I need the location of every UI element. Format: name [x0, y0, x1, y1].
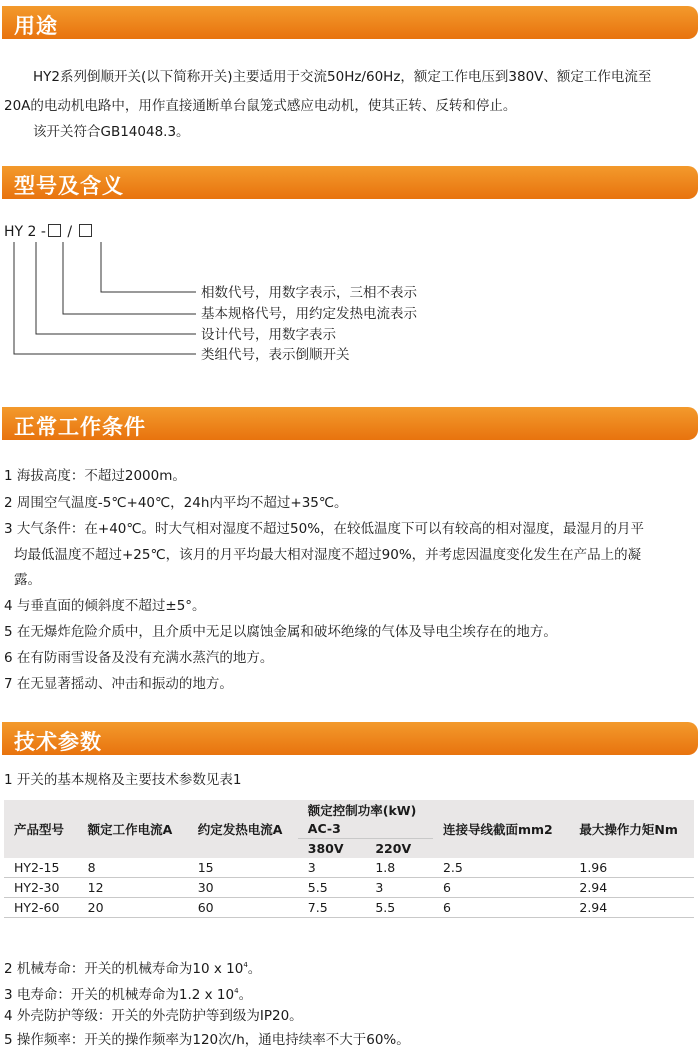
cell: 3: [298, 858, 366, 878]
section-title: 正常工作条件: [14, 415, 146, 439]
cell: 6: [433, 878, 569, 898]
cell: 5.5: [365, 898, 433, 918]
model-code-prefix: HY 2 -: [4, 224, 46, 240]
condition-2: 2 周围空气温度-5℃+40℃，24h内平均不超过+35℃。: [4, 495, 348, 511]
col-wire: 连接导线截面mm2: [433, 800, 569, 858]
item-end: 。: [238, 987, 253, 1003]
model-desc-design: 设计代号，用数字表示: [201, 327, 336, 343]
cell: 12: [78, 878, 188, 898]
usage-line-2: 20A的电动机电路中，用作直接通断单台鼠笼式感应电动机，使其正转、反转和停止。: [4, 98, 517, 114]
cell: HY2-60: [4, 898, 78, 918]
table-row: [4, 858, 694, 878]
condition-4: 4 与垂直面的倾斜度不超过±5°。: [4, 598, 206, 614]
cell: 6: [433, 898, 569, 918]
model-desc-spec: 基本规格代号，用约定发热电流表示: [201, 306, 417, 322]
exponent: 4: [243, 961, 248, 969]
cell: 7.5: [298, 898, 366, 918]
tech-item-3: [4, 981, 252, 1005]
section-header-tech: [2, 722, 698, 755]
cell: 1.96: [569, 858, 694, 878]
col-heat: 约定发热电流A: [188, 800, 298, 858]
cell: 5.5: [298, 878, 366, 898]
tech-intro: 1 开关的基本规格及主要技术参数见表1: [4, 772, 242, 788]
condition-7: 7 在无显著摇动、冲击和振动的地方。: [4, 676, 233, 692]
condition-6: 6 在有防雨雪设备及没有充满水蒸汽的地方。: [4, 650, 274, 666]
usage-line-3: 该开关符合GB14048.3。: [33, 124, 190, 140]
model-desc-class: 类组代号，表示倒顺开关: [201, 347, 350, 363]
condition-3-cont: 均最低温度不超过+25℃，该月的月平均最大相对湿度不超过90%，并考虑因温度变化发生在产品上的凝: [14, 547, 642, 563]
cell: HY2-30: [4, 878, 78, 898]
cell: 8: [78, 858, 188, 878]
table-row: [4, 898, 694, 918]
col-model: 产品型号: [4, 800, 78, 858]
cell: 2.94: [569, 898, 694, 918]
section-title: 技术参数: [14, 730, 102, 754]
usage-line-1: HY2系列倒顺开关(以下简称开关)主要适用于交流50Hz/60Hz，额定工作电压到380V、额定工作电流至: [33, 69, 652, 85]
section-header-conditions: [2, 407, 698, 440]
cell: 60: [188, 898, 298, 918]
table-row: [4, 878, 694, 898]
col-current: 额定工作电流A: [78, 800, 188, 858]
col-torque: 最大操作力矩Nm: [569, 800, 694, 858]
cell: 15: [188, 858, 298, 878]
tech-item-4: 4 外壳防护等级：开关的外壳防护等到级为IP20。: [4, 1008, 303, 1024]
col-220v: 220V: [365, 839, 433, 859]
tech-item-2: [4, 955, 261, 979]
model-desc-phase: 相数代号，用数字表示，三相不表示: [201, 285, 417, 301]
col-power: 额定控制功率(kW): [298, 800, 433, 819]
col-ac3: AC-3: [298, 819, 433, 839]
model-code-slash: /: [67, 224, 73, 240]
cell: 2.5: [433, 858, 569, 878]
item-text: 3 电寿命：开关的机械寿命为1.2 x 10: [4, 987, 235, 1003]
section-title: 用途: [14, 14, 58, 38]
cell: HY2-15: [4, 858, 78, 878]
exponent: 4: [234, 987, 239, 995]
spec-table: [4, 800, 694, 918]
item-end: 。: [247, 961, 262, 977]
condition-5: 5 在无爆炸危险介质中，且介质中无足以腐蚀金属和破坏绝缘的气体及导电尘埃存在的地方。: [4, 624, 557, 640]
condition-1: 1 海拔高度：不超过2000m。: [4, 468, 186, 484]
cell: 2.94: [569, 878, 694, 898]
cell: 20: [78, 898, 188, 918]
cell: 1.8: [365, 858, 433, 878]
cell: 30: [188, 878, 298, 898]
cell: 3: [365, 878, 433, 898]
item-text: 2 机械寿命：开关的机械寿命为10 x 10: [4, 961, 244, 977]
tech-item-5: 5 操作频率：开关的操作频率为120次/h，通电持续率不大于60%。: [4, 1032, 410, 1048]
condition-3-end: 露。: [14, 572, 41, 588]
section-title: 型号及含义: [14, 174, 124, 198]
col-380v: 380V: [298, 839, 366, 859]
condition-3: 3 大气条件：在+40℃。时大气相对湿度不超过50%，在较低温度下可以有较高的相对湿度，最湿月的月平: [4, 521, 645, 537]
